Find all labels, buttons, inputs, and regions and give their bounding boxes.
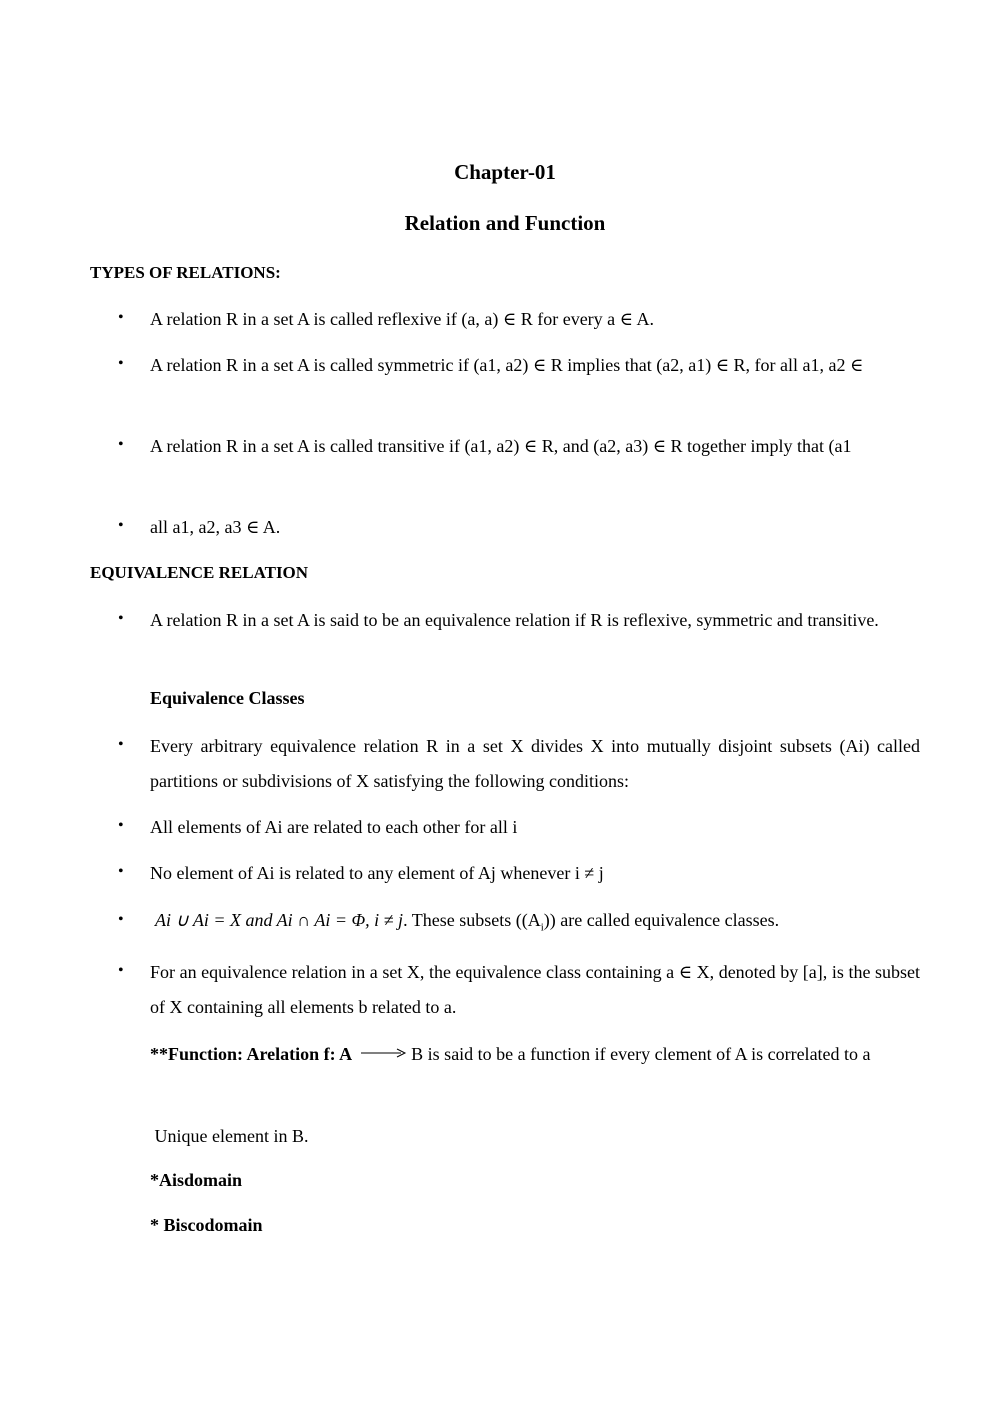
equivalence-relation-heading: EQUIVALENCE RELATION [90,563,309,582]
bullet-icon: • [118,355,124,372]
bullet-icon: • [118,736,124,753]
bullet-icon: • [118,309,124,326]
partition-statement: Every arbitrary equivalence relation R in a set X divides X into mutually disjoint subsets (Ai) called partitions or subdivisions of X satisfying the following conditions: [150,736,920,791]
bullet-icon: • [118,517,124,534]
formula-text: . These subsets ((A [403,910,541,930]
transitive-continuation: all a1, a2, a3 ∈ A. [150,517,281,537]
long-arrow-icon [357,1036,407,1071]
types-of-relations-heading: TYPES OF RELATIONS: [90,263,281,282]
transitive-definition: A relation R in a set A is called transitive if (a1, a2) ∈ R, and (a2, a3) ∈ R together imply that (a1 [150,436,852,456]
reflexive-definition: A relation R in a set A is called reflexive if (a, a) ∈ R for every a ∈ A. [150,309,654,329]
symmetric-definition: A relation R in a set A is called symmetric if (a1, a2) ∈ R implies that (a2, a1) ∈ R, for all a1, a2 ∈ [150,355,864,375]
function-text: B is said to be a function if every clement of A is correlated to a [411,1044,871,1064]
bullet-icon: • [118,817,124,834]
condition-related: All elements of Ai are related to each other for all i [150,817,518,837]
bullet-icon: • [118,911,124,928]
bullet-icon: • [118,610,124,627]
domain-line: *Aisdomain [150,1170,243,1190]
bullet-icon: • [118,863,124,880]
union-formula: Ai ∪ Ai = X and Ai ∩ Ai = Φ, i ≠ j [155,910,404,930]
chapter-number: Chapter-01 [454,160,556,184]
formula-subscript: i [540,921,544,934]
unique-element-line: Unique element in B. [150,1126,309,1146]
bullet-icon: • [118,436,124,453]
codomain-line: * Biscodomain [150,1215,263,1235]
union-formula-line [150,903,920,946]
equivalence-definition: A relation R in a set A is said to be an equivalence relation if R is reflexive, symmetric and transitive. [150,610,879,630]
function-label: **Function: Arelation f: A [150,1044,353,1064]
equivalence-classes-heading: Equivalence Classes [150,688,305,708]
bullet-icon: • [118,962,124,979]
equivalence-class-definition: For an equivalence relation in a set X, the equivalence class containing a ∈ X, denoted by [a], is the subset of X containing all elements b related to a. [150,962,920,1017]
condition-disjoint: No element of Ai is related to any element of Aj whenever i ≠ j [150,863,604,883]
formula-end: )) are called equivalence classes. [543,910,780,930]
chapter-title: Relation and Function [404,211,606,235]
function-definition [150,1037,920,1072]
